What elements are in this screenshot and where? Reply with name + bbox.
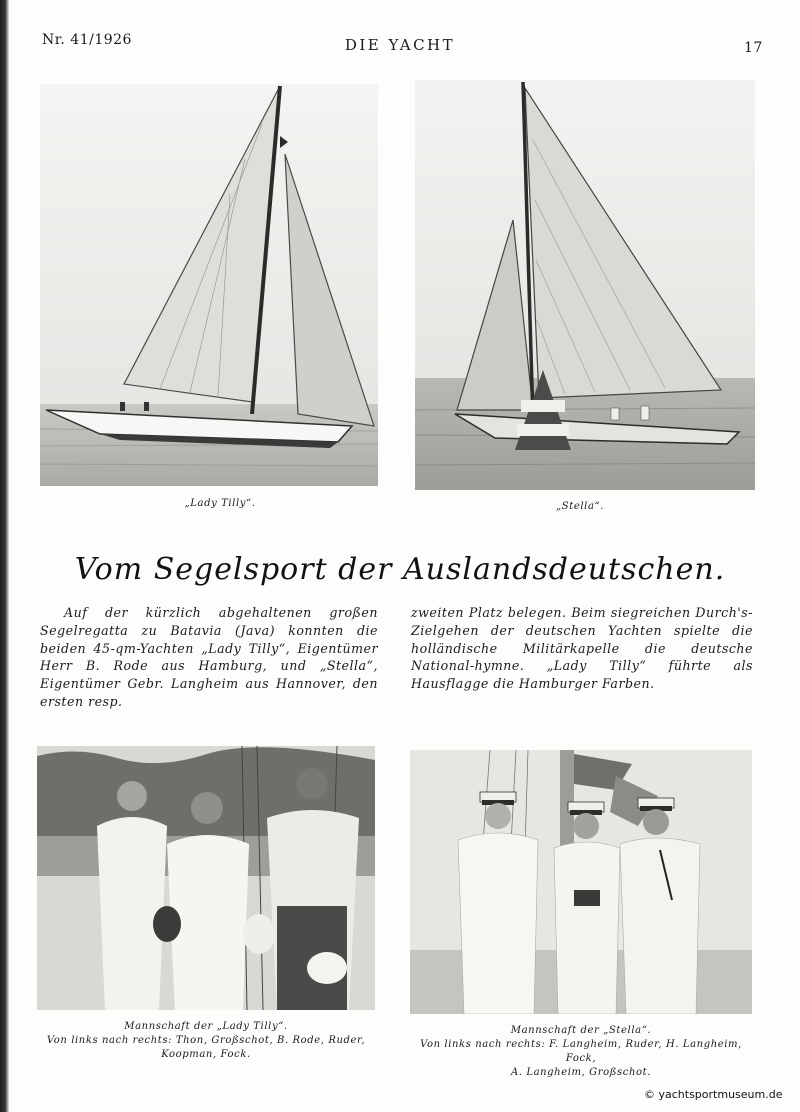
caption-crew-stella-title: Mannschaft der „Stella“. — [510, 1025, 652, 1036]
caption-crew-lady-tilly-names: Von links nach rechts: Thon, Großschot, B. Rode, Ruder, — [46, 1035, 366, 1046]
photo-crew-stella — [410, 750, 752, 1014]
caption-stella: „Stella“. — [555, 501, 605, 512]
page-number: 17 — [744, 40, 763, 56]
photo-crew-lady-tilly — [37, 746, 375, 1010]
photo-stella — [415, 80, 755, 490]
caption-crew-lady-tilly-title: Mannschaft der „Lady Tilly“. — [124, 1021, 288, 1032]
caption-crew-lady-tilly — [30, 1020, 382, 1062]
stella-sailboat-illustration — [415, 80, 755, 490]
caption-crew-lady-tilly-names-cont: Koopman, Fock. — [161, 1049, 251, 1060]
article-column-right: zweiten Platz belegen. Beim siegreichen Durch's-Zielgehen der deutschen Yachten spielte die holländische Militärkapelle die deutsche National-hymne. „Lady Tilly“ führte als Hausflagge die Hamburger Farben. — [411, 605, 753, 692]
lady-tilly-sailboat-illustration — [40, 84, 378, 486]
source-watermark: © yachtsportmuseum.de — [644, 1088, 783, 1101]
caption-crew-stella-names-cont: A. Langheim, Großschot. — [510, 1067, 652, 1078]
magazine-title: DIE YACHT — [344, 36, 456, 54]
issue-number: Nr. 41/1926 — [42, 32, 132, 48]
caption-crew-stella-names: Von links nach rechts: F. Langheim, Ruder, H. Langheim, Fock, — [420, 1039, 742, 1064]
crew-stella-illustration — [410, 750, 752, 1014]
article-title: Vom Segelsport der Auslandsdeutschen. — [74, 552, 726, 587]
photo-lady-tilly — [40, 84, 378, 486]
caption-crew-stella — [404, 1024, 758, 1080]
crew-lady-tilly-illustration — [37, 746, 375, 1010]
article-column-left: Auf der kürzlich abgehaltenen großen Segelregatta zu Batavia (Java) konnten die beiden 45-qm-Yachten „Lady Tilly“, Eigentümer Herr B. Rode aus Hamburg, und „Stella“, Eigentümer Gebr. Langheim aus Hannover, den ersten resp. — [40, 605, 378, 709]
caption-lady-tilly: „Lady Tilly“. — [184, 498, 256, 509]
